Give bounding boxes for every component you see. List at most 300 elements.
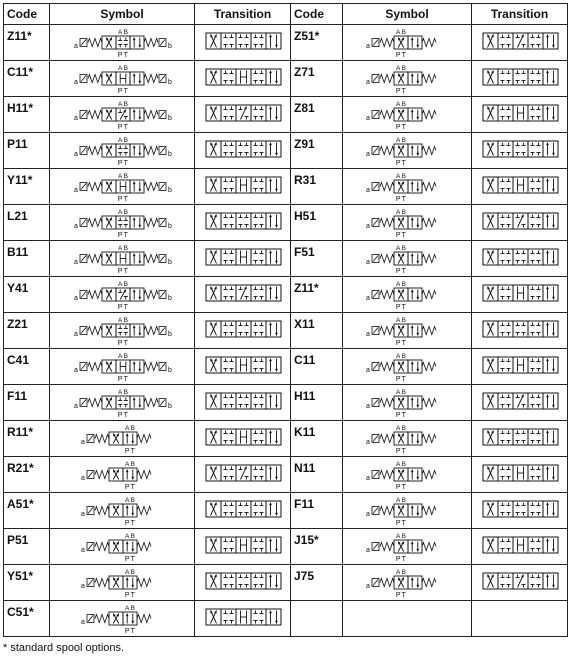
spool-code: Z21 — [7, 317, 28, 331]
spool-symbol-cell — [50, 61, 195, 97]
valve-symbol-diagram — [50, 457, 195, 492]
port-label: P — [395, 340, 401, 347]
footnote: * standard spool options. — [3, 642, 125, 654]
port-label: B — [123, 173, 128, 180]
spool-symbol-cell — [343, 493, 472, 529]
spool-code-cell — [4, 61, 50, 97]
spool-code: Y51* — [7, 569, 34, 583]
port-label: P — [395, 520, 401, 527]
port-label: a — [74, 295, 78, 302]
valve-symbol-diagram — [50, 25, 195, 60]
port-label: a — [81, 619, 85, 626]
spool-code: C11* — [7, 65, 34, 79]
spool-code: F11 — [7, 389, 28, 403]
spool-symbol-cell — [343, 421, 472, 457]
valve-symbol-diagram — [343, 313, 472, 348]
port-label: A — [118, 389, 123, 396]
valve-symbol-diagram — [343, 529, 472, 564]
spool-code-cell — [291, 133, 343, 169]
port-label: T — [130, 484, 135, 491]
spool-transition-cell — [472, 313, 568, 349]
spool-code-cell — [4, 241, 50, 277]
transition-diagram — [472, 61, 568, 96]
spool-row — [4, 601, 568, 637]
spool-code-cell — [291, 97, 343, 133]
transition-diagram — [195, 349, 291, 384]
port-label: a — [366, 115, 370, 122]
spool-transition-cell — [472, 601, 568, 637]
spool-transition-cell — [472, 421, 568, 457]
port-label: A — [118, 245, 123, 252]
spool-code-cell — [291, 493, 343, 529]
port-label: B — [123, 209, 128, 216]
port-label: b — [168, 367, 172, 374]
port-label: T — [130, 520, 135, 527]
spool-symbol-cell — [343, 457, 472, 493]
spool-code-cell — [4, 565, 50, 601]
transition-diagram — [195, 565, 291, 600]
port-label: P — [395, 124, 401, 131]
port-label: B — [401, 137, 406, 144]
valve-symbol-diagram — [343, 169, 472, 204]
port-label: a — [366, 79, 370, 86]
port-label: B — [401, 353, 406, 360]
port-label: b — [168, 115, 172, 122]
spool-transition-cell — [472, 565, 568, 601]
port-label: A — [125, 605, 130, 612]
spool-code: K11 — [294, 425, 316, 439]
spool-row — [4, 133, 568, 169]
spool-symbol-cell — [343, 61, 472, 97]
spool-symbol-cell — [343, 277, 472, 313]
spool-code: R11* — [7, 425, 34, 439]
port-label: B — [401, 29, 406, 36]
spool-code-cell — [291, 565, 343, 601]
spool-transition-cell — [195, 169, 291, 205]
port-label: A — [396, 533, 401, 540]
valve-symbol-diagram — [50, 169, 195, 204]
transition-diagram — [195, 493, 291, 528]
port-label: T — [123, 88, 128, 95]
spool-symbol-cell — [50, 457, 195, 493]
spool-row — [4, 457, 568, 493]
transition-diagram — [472, 565, 568, 600]
spool-symbol-cell — [343, 97, 472, 133]
spool-code: F51 — [294, 245, 315, 259]
port-label: P — [117, 412, 123, 419]
valve-symbol-diagram — [50, 349, 195, 384]
spool-code-cell — [291, 169, 343, 205]
spool-code: J15* — [294, 533, 319, 547]
transition-diagram — [195, 61, 291, 96]
valve-symbol-diagram — [343, 349, 472, 384]
spool-code: Z51* — [294, 29, 320, 43]
port-label: a — [74, 43, 78, 50]
transition-diagram — [195, 421, 291, 456]
spool-transition-cell — [195, 565, 291, 601]
spool-symbol-cell — [343, 529, 472, 565]
spool-code-cell — [291, 241, 343, 277]
spool-symbol-cell — [50, 205, 195, 241]
port-label: B — [130, 533, 135, 540]
valve-symbol-diagram — [50, 277, 195, 312]
spool-transition-cell — [472, 169, 568, 205]
spool-transition-cell — [195, 97, 291, 133]
spool-code: C11 — [294, 353, 316, 367]
port-label: T — [401, 268, 406, 275]
spool-row — [4, 493, 568, 529]
port-label: B — [401, 533, 406, 540]
spool-code: B11 — [7, 245, 29, 259]
spool-transition-cell — [472, 277, 568, 313]
port-label: T — [123, 124, 128, 131]
valve-symbol-diagram — [343, 565, 472, 600]
port-label: b — [168, 151, 172, 158]
port-label: A — [118, 281, 123, 288]
spool-code-cell — [4, 25, 50, 61]
port-label: P — [117, 124, 123, 131]
transition-diagram — [195, 385, 291, 420]
port-label: a — [366, 151, 370, 158]
port-label: P — [395, 412, 401, 419]
port-label: B — [123, 245, 128, 252]
port-label: a — [81, 439, 85, 446]
valve-symbol-diagram — [343, 61, 472, 96]
port-label: A — [118, 209, 123, 216]
port-label: A — [396, 281, 401, 288]
port-label: T — [130, 556, 135, 563]
port-label: a — [366, 583, 370, 590]
port-label: a — [366, 331, 370, 338]
transition-diagram — [472, 529, 568, 564]
spool-transition-cell — [195, 529, 291, 565]
port-label: B — [401, 569, 406, 576]
port-label: A — [396, 389, 401, 396]
transition-diagram — [195, 205, 291, 240]
port-label: a — [366, 511, 370, 518]
port-label: B — [130, 569, 135, 576]
spool-code-cell — [4, 97, 50, 133]
port-label: b — [168, 259, 172, 266]
spool-code: Z11* — [7, 29, 32, 43]
valve-symbol-diagram — [50, 421, 195, 456]
port-label: P — [117, 340, 123, 347]
spool-symbol-cell — [50, 529, 195, 565]
spool-transition-cell — [195, 241, 291, 277]
port-label: P — [395, 88, 401, 95]
transition-diagram — [472, 313, 568, 348]
port-label: T — [401, 304, 406, 311]
port-label: B — [401, 101, 406, 108]
valve-symbol-diagram — [343, 421, 472, 456]
port-label: P — [395, 304, 401, 311]
valve-symbol-diagram — [343, 241, 472, 276]
port-label: B — [401, 317, 406, 324]
spool-code: Z91 — [294, 137, 315, 151]
port-label: T — [401, 520, 406, 527]
spool-transition-cell — [472, 493, 568, 529]
transition-diagram — [472, 97, 568, 132]
spool-row — [4, 313, 568, 349]
spool-symbol-cell — [50, 277, 195, 313]
spool-code-cell — [291, 61, 343, 97]
port-label: A — [118, 101, 123, 108]
spool-row — [4, 565, 568, 601]
port-label: B — [130, 461, 135, 468]
port-label: B — [123, 353, 128, 360]
spool-code: X11 — [294, 317, 315, 331]
port-label: a — [366, 295, 370, 302]
port-label: A — [396, 65, 401, 72]
port-label: b — [168, 331, 172, 338]
port-label: T — [123, 376, 128, 383]
spool-row — [4, 241, 568, 277]
port-label: B — [123, 65, 128, 72]
spool-symbol-cell — [50, 493, 195, 529]
valve-symbol-diagram — [343, 493, 472, 528]
valve-symbol-diagram — [50, 61, 195, 96]
spool-code-cell — [4, 169, 50, 205]
port-label: T — [401, 412, 406, 419]
transition-diagram — [472, 169, 568, 204]
spool-transition-cell — [472, 457, 568, 493]
valve-symbol-diagram — [343, 385, 472, 420]
port-label: P — [395, 52, 401, 59]
spool-code: P11 — [7, 137, 28, 151]
port-label: a — [366, 475, 370, 482]
port-label: B — [401, 173, 406, 180]
spool-code-cell — [4, 277, 50, 313]
spool-code-cell — [4, 133, 50, 169]
port-label: A — [118, 173, 123, 180]
spool-transition-cell — [195, 349, 291, 385]
port-label: P — [117, 160, 123, 167]
spool-symbol-cell — [50, 421, 195, 457]
transition-diagram — [195, 457, 291, 492]
port-label: a — [81, 547, 85, 554]
port-label: a — [81, 583, 85, 590]
spool-symbol-cell — [50, 133, 195, 169]
transition-header-right: Transition — [472, 4, 568, 25]
port-label: B — [123, 137, 128, 144]
header-row — [4, 4, 568, 25]
port-label: A — [125, 533, 130, 540]
port-label: T — [401, 340, 406, 347]
spool-symbol-cell — [50, 313, 195, 349]
port-label: A — [118, 353, 123, 360]
spool-code: C41 — [7, 353, 30, 367]
spool-symbol-cell — [343, 313, 472, 349]
port-label: T — [123, 340, 128, 347]
port-label: A — [396, 29, 401, 36]
spool-table — [3, 3, 568, 637]
transition-diagram — [472, 25, 568, 60]
spool-code: Y11* — [7, 173, 33, 187]
spool-code: A51* — [7, 497, 34, 511]
spool-transition-cell — [472, 61, 568, 97]
port-label: P — [117, 268, 123, 275]
port-label: T — [123, 52, 128, 59]
port-label: P — [395, 556, 401, 563]
spool-symbol-cell — [50, 349, 195, 385]
spool-transition-cell — [195, 205, 291, 241]
port-label: T — [123, 232, 128, 239]
transition-diagram — [195, 277, 291, 312]
port-label: a — [366, 259, 370, 266]
port-label: P — [395, 268, 401, 275]
valve-symbol-diagram — [50, 529, 195, 564]
port-label: a — [81, 511, 85, 518]
spool-row — [4, 169, 568, 205]
spool-code: N11 — [294, 461, 316, 475]
spool-code-cell — [291, 277, 343, 313]
valve-symbol-diagram — [50, 313, 195, 348]
port-label: a — [74, 259, 78, 266]
spool-transition-cell — [472, 25, 568, 61]
spool-row — [4, 277, 568, 313]
valve-symbol-diagram — [50, 241, 195, 276]
spool-code: J75 — [294, 569, 315, 583]
port-label: T — [401, 376, 406, 383]
port-label: A — [396, 317, 401, 324]
spool-transition-cell — [195, 385, 291, 421]
port-label: T — [123, 304, 128, 311]
port-label: b — [168, 295, 172, 302]
spool-code-cell — [4, 385, 50, 421]
port-label: B — [123, 101, 128, 108]
port-label: T — [401, 592, 406, 599]
port-label: a — [74, 115, 78, 122]
port-label: T — [401, 448, 406, 455]
port-label: P — [124, 592, 130, 599]
port-label: P — [117, 232, 123, 239]
transition-diagram — [472, 457, 568, 492]
valve-symbol-diagram — [343, 457, 472, 492]
port-label: b — [168, 403, 172, 410]
port-label: B — [123, 317, 128, 324]
spool-symbol-cell — [343, 349, 472, 385]
port-label: T — [130, 448, 135, 455]
transition-diagram — [195, 169, 291, 204]
port-label: a — [74, 79, 78, 86]
symbol-header-left: Symbol — [50, 4, 195, 25]
spool-code-cell — [4, 421, 50, 457]
valve-symbol-diagram — [50, 97, 195, 132]
spool-code-cell — [291, 385, 343, 421]
port-label: B — [401, 497, 406, 504]
spool-code-cell — [4, 493, 50, 529]
spool-code-cell — [291, 313, 343, 349]
port-label: P — [117, 52, 123, 59]
port-label: P — [395, 232, 401, 239]
port-label: T — [123, 196, 128, 203]
port-label: A — [396, 173, 401, 180]
port-label: P — [117, 376, 123, 383]
port-label: T — [123, 412, 128, 419]
spool-row — [4, 25, 568, 61]
spool-symbol-cell — [343, 25, 472, 61]
spool-code: C51* — [7, 605, 34, 619]
port-label: P — [117, 88, 123, 95]
transition-diagram — [195, 241, 291, 276]
port-label: P — [124, 484, 130, 491]
valve-symbol-diagram — [343, 25, 472, 60]
port-label: B — [130, 497, 135, 504]
code-header-left: Code — [4, 4, 50, 25]
spool-code: H11* — [7, 101, 34, 115]
spool-code: F11 — [294, 497, 315, 511]
port-label: B — [401, 425, 406, 432]
spool-code: P51 — [7, 533, 29, 547]
spool-row — [4, 97, 568, 133]
spool-code-cell — [291, 601, 343, 637]
spool-transition-cell — [472, 529, 568, 565]
port-label: A — [118, 29, 123, 36]
spool-symbol-cell — [343, 205, 472, 241]
port-label: a — [366, 547, 370, 554]
port-label: A — [396, 137, 401, 144]
transition-diagram — [195, 133, 291, 168]
port-label: P — [117, 196, 123, 203]
spool-transition-cell — [195, 457, 291, 493]
port-label: B — [401, 461, 406, 468]
spool-symbol-cell — [50, 565, 195, 601]
spool-transition-cell — [195, 421, 291, 457]
spool-code-cell — [4, 529, 50, 565]
spool-code: Y41 — [7, 281, 29, 295]
spool-code: R21* — [7, 461, 34, 475]
port-label: B — [401, 245, 406, 252]
spool-transition-cell — [472, 133, 568, 169]
spool-transition-cell — [195, 277, 291, 313]
spool-code: H11 — [294, 389, 316, 403]
transition-diagram — [472, 421, 568, 456]
spool-symbol-cell — [50, 169, 195, 205]
spool-code: L21 — [7, 209, 28, 223]
port-label: A — [125, 461, 130, 468]
port-label: A — [125, 569, 130, 576]
port-label: a — [74, 151, 78, 158]
port-label: a — [74, 223, 78, 230]
port-label: a — [366, 43, 370, 50]
transition-diagram — [472, 205, 568, 240]
spool-symbol-cell — [343, 169, 472, 205]
transition-diagram — [472, 277, 568, 312]
port-label: P — [395, 160, 401, 167]
port-label: P — [117, 304, 123, 311]
spool-code: R31 — [294, 173, 317, 187]
valve-symbol-diagram — [50, 385, 195, 420]
port-label: A — [396, 245, 401, 252]
port-label: B — [401, 281, 406, 288]
port-label: P — [124, 628, 130, 635]
spool-code: Z81 — [294, 101, 315, 115]
port-label: P — [395, 448, 401, 455]
valve-symbol-diagram — [50, 493, 195, 528]
port-label: b — [168, 223, 172, 230]
port-label: T — [130, 628, 135, 635]
spool-transition-cell — [472, 241, 568, 277]
spool-code-cell — [291, 529, 343, 565]
spool-symbol-cell — [343, 565, 472, 601]
port-label: A — [125, 497, 130, 504]
port-label: T — [401, 232, 406, 239]
port-label: P — [124, 448, 130, 455]
valve-symbol-diagram — [343, 205, 472, 240]
spool-code: H51 — [294, 209, 317, 223]
port-label: P — [395, 196, 401, 203]
port-label: A — [396, 461, 401, 468]
